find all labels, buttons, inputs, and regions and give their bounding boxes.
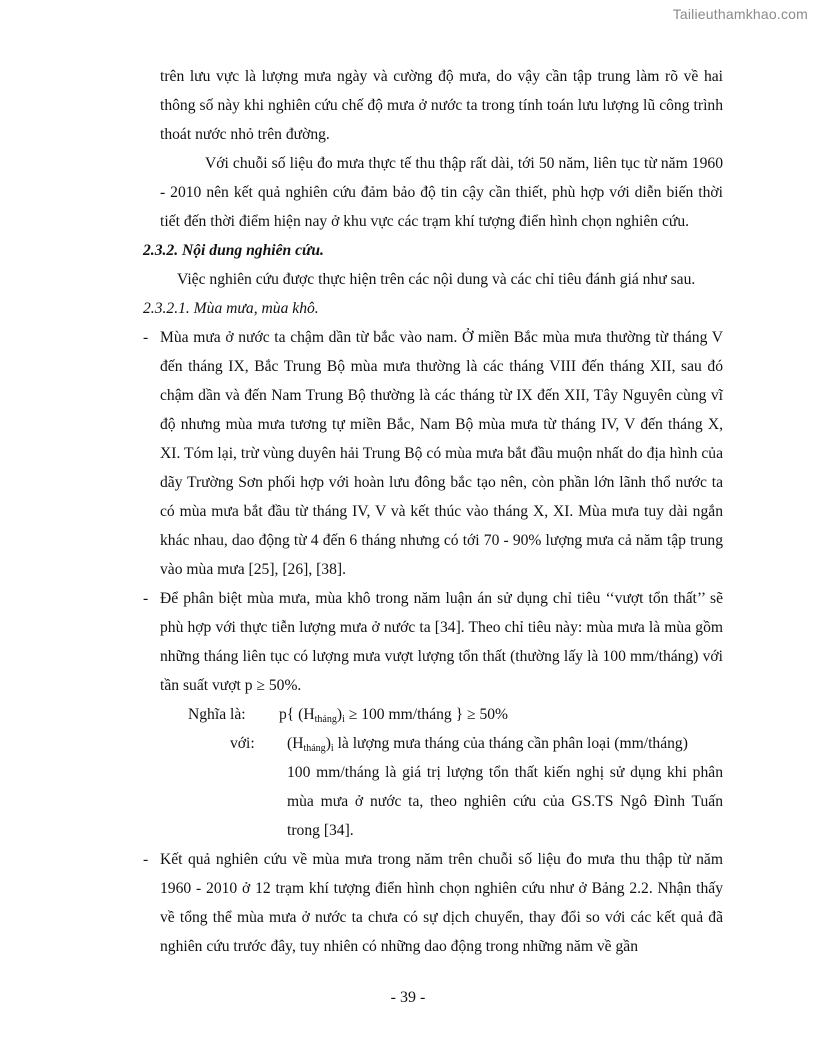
- definitions-label: với:: [230, 735, 255, 752]
- page-number: - 39 -: [390, 989, 426, 1006]
- bullet-text: Kết quả nghiên cứu về mùa mưa trong năm trên chuỗi số liệu đo mưa thu thập từ năm 1960 - 2010 ở 12 trạm khí tượng điển hình chọn nghiên cứu như ở Bảng 2.2. Nhận thấy về tổng thể mùa mưa ở nước ta chưa có sự dịch chuyển, thay đổi so với các kết quả đã nghiên cứu trước đây, tuy nhiên có những dao động trong những năm về gần: [160, 851, 723, 955]
- definition-h-thang: [287, 729, 723, 758]
- formula-post: ≥ 100 mm/tháng } ≥ 50%: [344, 706, 509, 723]
- watermark: Tailieuthamkhao.com: [672, 6, 808, 22]
- paragraph-data-series: [143, 149, 723, 236]
- subsection-heading-2-3-2-1: 2.3.2.1. Mùa mưa, mùa khô.: [143, 300, 319, 317]
- formula-line: [143, 700, 723, 729]
- page-body: [143, 62, 723, 961]
- formula-mid: ): [336, 706, 343, 723]
- paragraph-continuation: [143, 62, 723, 149]
- def-sub-i: i: [330, 743, 334, 754]
- def-post: là lượng mưa tháng của tháng cần phân loại (mm/tháng): [333, 735, 688, 752]
- def-mid: ): [325, 735, 331, 752]
- formula-definitions: [143, 729, 723, 845]
- section-heading-2-3-2: 2.3.2. Nội dung nghiên cứu.: [143, 242, 324, 259]
- bullet-item-results: [143, 845, 723, 961]
- formula-sub-i: i: [342, 714, 345, 725]
- formula-label: Nghĩa là:: [188, 706, 246, 723]
- bullet-item-rainy-season: [143, 323, 723, 584]
- formula-sub: tháng: [314, 714, 337, 725]
- definition-100mm: 100 mm/tháng là giá trị lượng tổn thất kiến nghị sử dụng khi phân mùa mưa ở nước ta, theo nghiên cứu của GS.TS Ngô Đình Tuấn trong [34].: [287, 764, 723, 839]
- bullet-text: Để phân biệt mùa mưa, mùa khô trong năm luận án sử dụng chỉ tiêu ‘‘vượt tổn thất’’ sẽ phù hợp với thực tiễn lượng mưa ở nước ta [34]. Theo chỉ tiêu này: mùa mưa là mùa gồm những tháng liên tục có lượng mưa vượt lượng tổn thất (thường lấy là 100 mm/tháng) với tần suất vượt p ≥ 50%.: [160, 590, 723, 694]
- bullet-item-criterion: [143, 584, 723, 700]
- paragraph-text: trên lưu vực là lượng mưa ngày và cường độ mưa, do vậy cần tập trung làm rõ về hai thông số này khi nghiên cứu chế độ mưa ở nước ta trong tính toán lưu lượng lũ công trình thoát nước nhỏ trên đường.: [160, 68, 723, 143]
- bullet-dash: -: [143, 590, 149, 607]
- bullet-text: Mùa mưa ở nước ta chậm dần từ bắc vào nam. Ở miền Bắc mùa mưa thường từ tháng V đến tháng IX, Bắc Trung Bộ mùa mưa thường là các tháng VIII đến tháng XII, sau đó chậm dần và đến Nam Trung Bộ thường là các tháng từ IX đến XII, Tây Nguyên cùng vĩ độ nhưng mùa mưa tương tự miền Bắc, Nam Bộ mùa mưa từ tháng IV, V đến tháng X, XI. Tóm lại, trừ vùng duyên hải Trung Bộ có mùa mưa bắt đầu muộn nhất do địa hình của dãy Trường Sơn phối hợp với hoàn lưu đông bắc tạo nên, còn phần lớn lãnh thổ nước ta có mùa mưa bắt đầu từ tháng IV, V và kết thúc vào tháng X, XI. Mùa mưa tuy dài ngắn khác nhau, dao động từ 4 đến 6 tháng nhưng có tới 70 - 90% lượng mưa cả năm tập trung vào mùa mưa [25], [26], [38].: [160, 329, 723, 578]
- paragraph-content-intro: Việc nghiên cứu được thực hiện trên các nội dung và các chỉ tiêu đánh giá như sau.: [177, 271, 696, 288]
- bullet-dash: -: [143, 851, 149, 868]
- bullet-dash: -: [143, 329, 149, 346]
- paragraph-text: Với chuỗi số liệu đo mưa thực tế thu thập rất dài, tới 50 năm, liên tục từ năm 1960 - 2010 nên kết quả nghiên cứu đảm bảo độ tin cậy cần thiết, phù hợp với diễn biến thời tiết đến thời điểm hiện nay ở khu vực các trạm khí tượng điển hình chọn nghiên cứu.: [160, 155, 723, 230]
- def-sub: tháng: [303, 743, 326, 754]
- formula-pre: p{ (H: [279, 706, 315, 723]
- def-pre: (H: [287, 735, 304, 752]
